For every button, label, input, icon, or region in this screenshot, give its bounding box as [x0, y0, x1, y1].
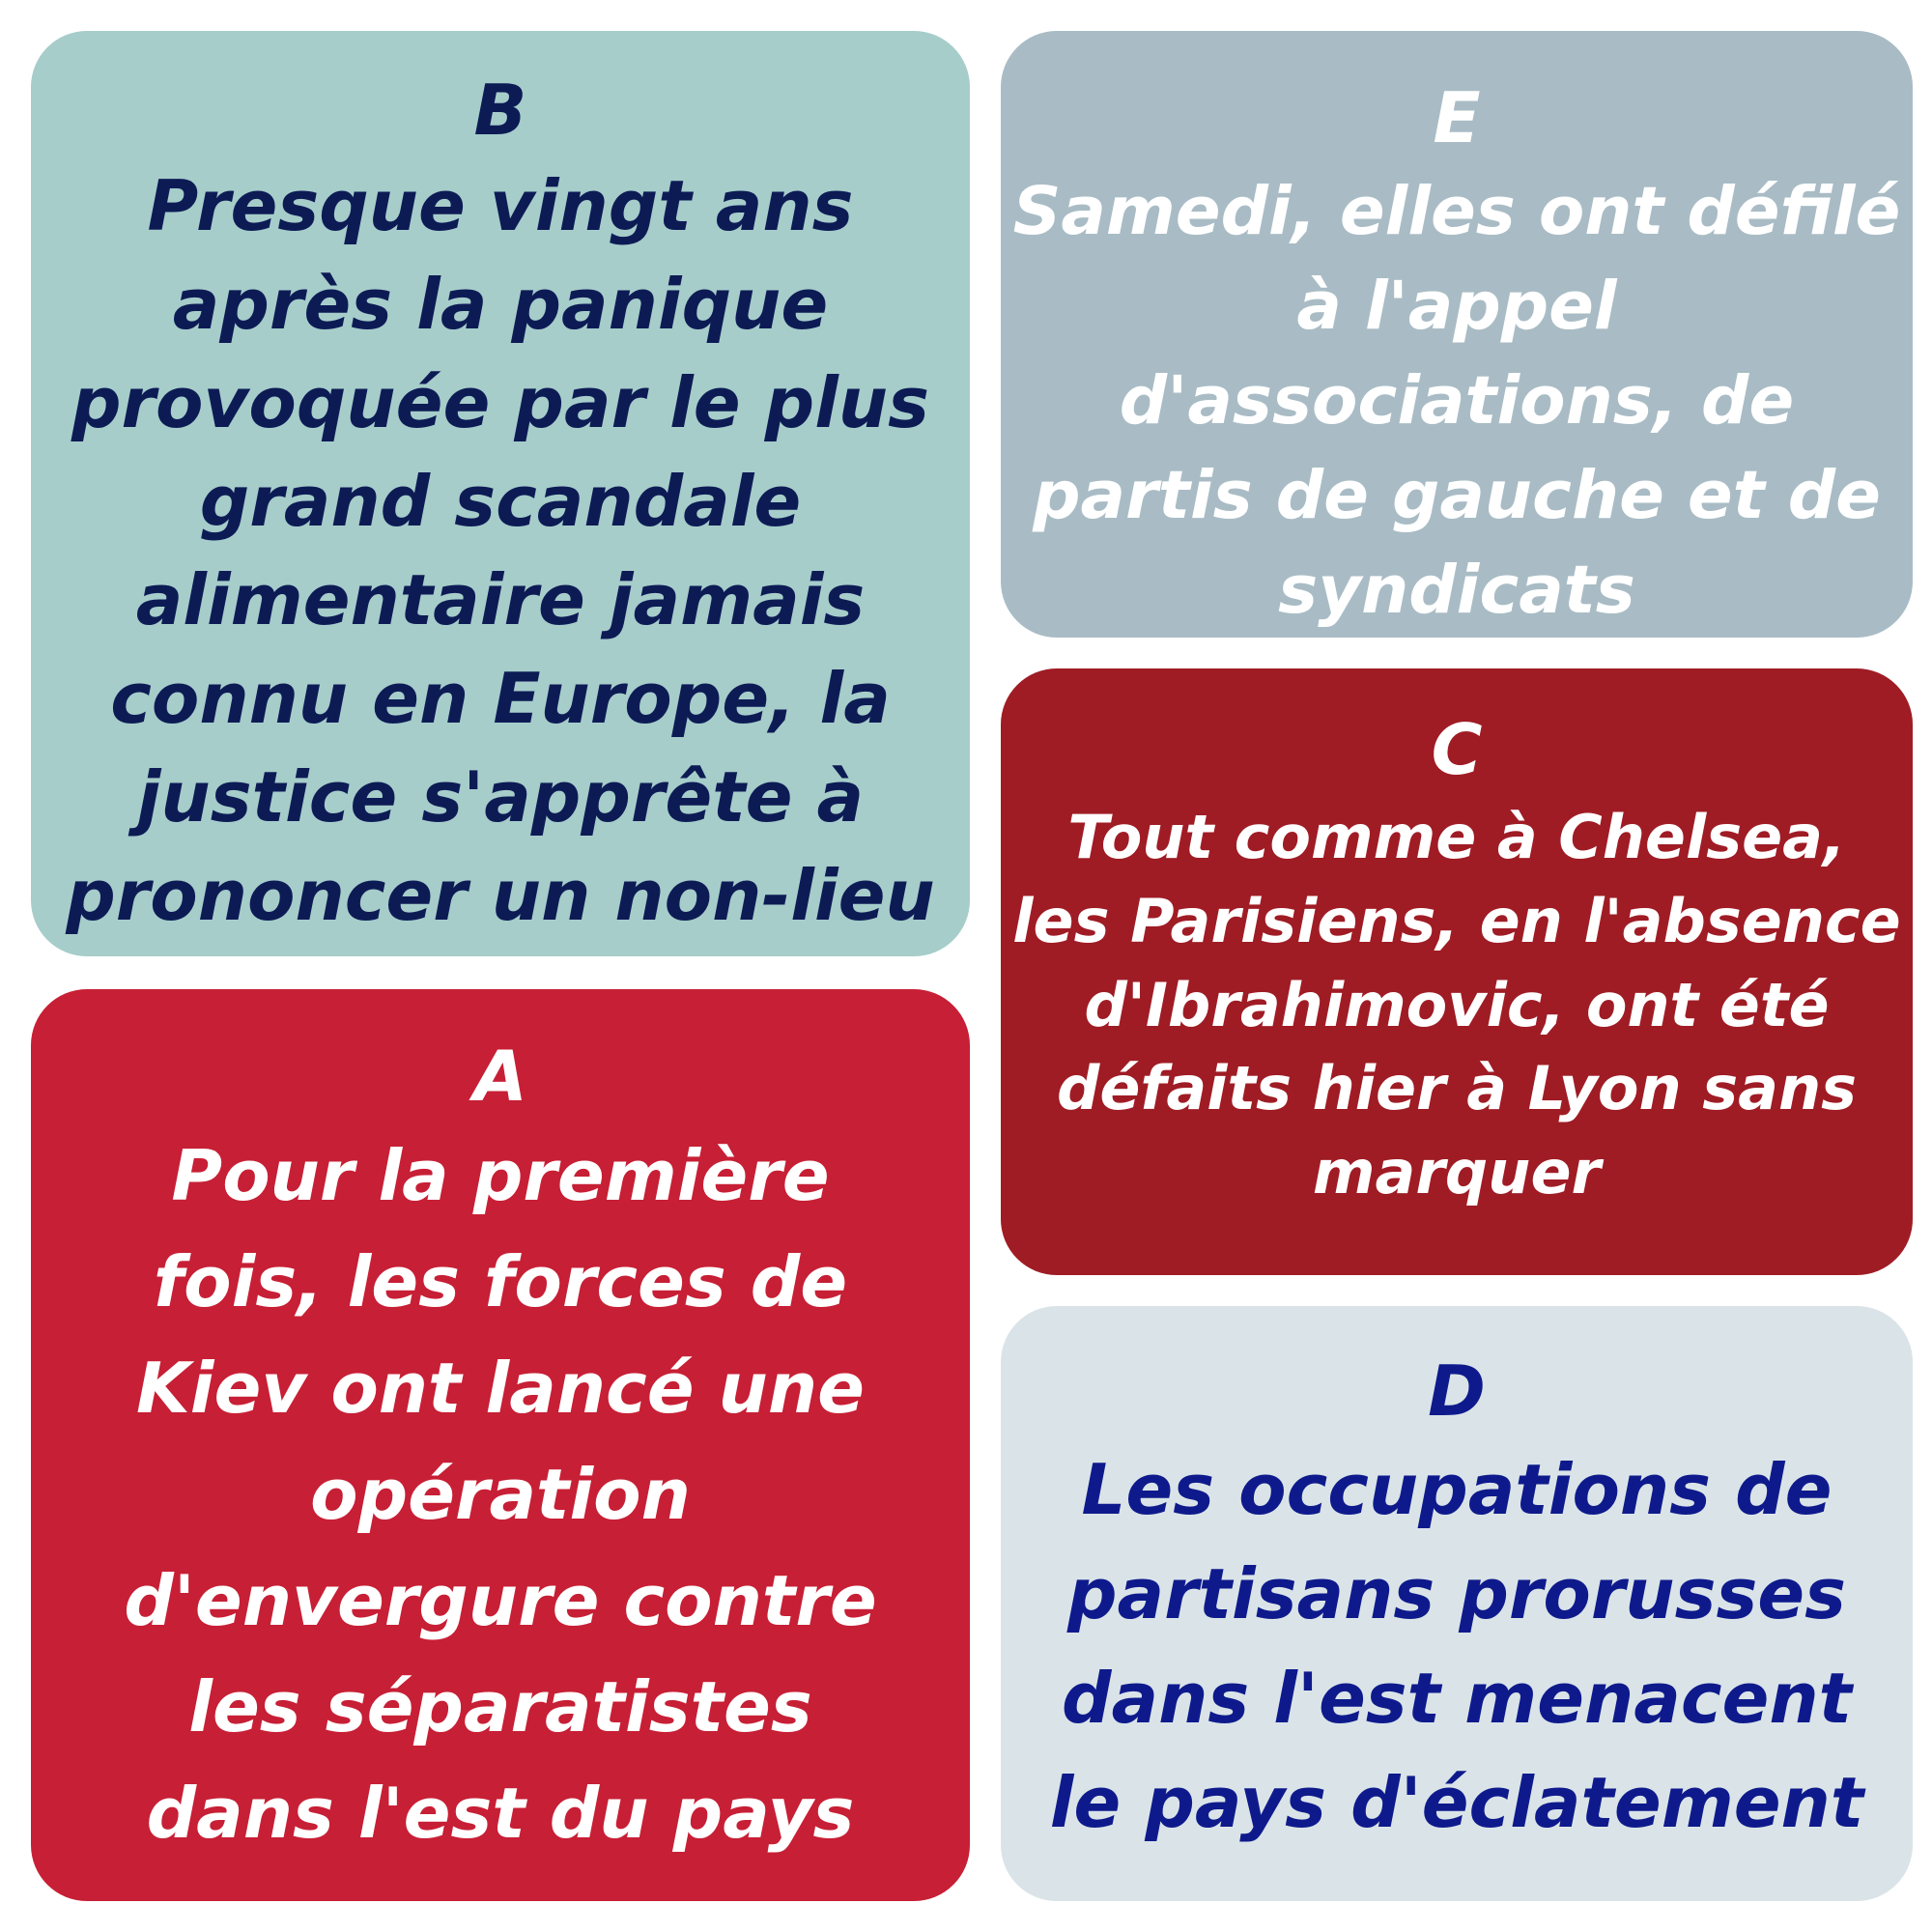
card-b-line: Presque vingt ans: [147, 165, 854, 246]
card-d-line: le pays d'éclatement: [1049, 1762, 1864, 1843]
card-c-line: les Parisiens, en l'absence: [1012, 885, 1901, 956]
card-e-text: [1013, 164, 1901, 638]
card-b-line: grand scandale: [199, 461, 802, 542]
card-e-letter: E: [1433, 77, 1481, 158]
card-a-line: Pour la première: [171, 1135, 830, 1216]
card-a-text: [124, 1122, 876, 1866]
card-c-text: [1012, 796, 1900, 1215]
card-b-line: connu en Europe, la: [110, 658, 891, 739]
card-b: [31, 31, 970, 956]
card-a-line: opération: [310, 1454, 691, 1535]
card-e-line: à l'appel: [1296, 268, 1617, 346]
card-a-line: Kiev ont lancé une: [136, 1348, 865, 1429]
card-a-line: fois, les forces de: [153, 1241, 848, 1322]
card-e-line: partis de gauche et de: [1033, 457, 1881, 535]
card-e-line: Samedi, elles ont défilé: [1012, 173, 1901, 250]
card-a-line: dans l'est du pays: [146, 1773, 855, 1854]
card-b-line: alimentaire jamais: [135, 559, 866, 640]
card-c-line: d'Ibrahimovic, ont été: [1084, 969, 1830, 1040]
card-c-line: marquer: [1312, 1137, 1602, 1208]
card-b-line: justice s'apprête à: [136, 756, 865, 838]
card-c-line: Tout comme à Chelsea,: [1067, 802, 1846, 872]
card-b-line: prononcer un non-lieu: [66, 855, 935, 936]
card-e-line: syndicats: [1278, 552, 1635, 630]
card-b-letter: B: [473, 70, 527, 151]
card-b-line: après la panique: [172, 264, 829, 345]
card-c-line: défaits hier à Lyon sans: [1056, 1053, 1857, 1124]
card-d-line: partisans prorusses: [1066, 1553, 1846, 1634]
card-a: [31, 989, 970, 1901]
card-b-text: [66, 156, 934, 945]
card-a-line: d'envergure contre: [124, 1560, 877, 1641]
card-e: [1001, 31, 1913, 638]
card-c-letter: C: [1431, 709, 1483, 790]
card-d: [1001, 1306, 1913, 1901]
card-b-line: provoquée par le plus: [71, 362, 930, 443]
card-d-letter: D: [1428, 1350, 1486, 1432]
card-e-line: d'associations, de: [1119, 362, 1795, 440]
card-d-text: [1050, 1437, 1863, 1855]
card-d-line: Les occupations de: [1081, 1449, 1833, 1530]
card-a-letter: A: [473, 1036, 527, 1117]
card-d-line: dans l'est menacent: [1061, 1658, 1853, 1739]
card-a-line: les séparatistes: [188, 1666, 812, 1747]
card-c: [1001, 668, 1913, 1275]
